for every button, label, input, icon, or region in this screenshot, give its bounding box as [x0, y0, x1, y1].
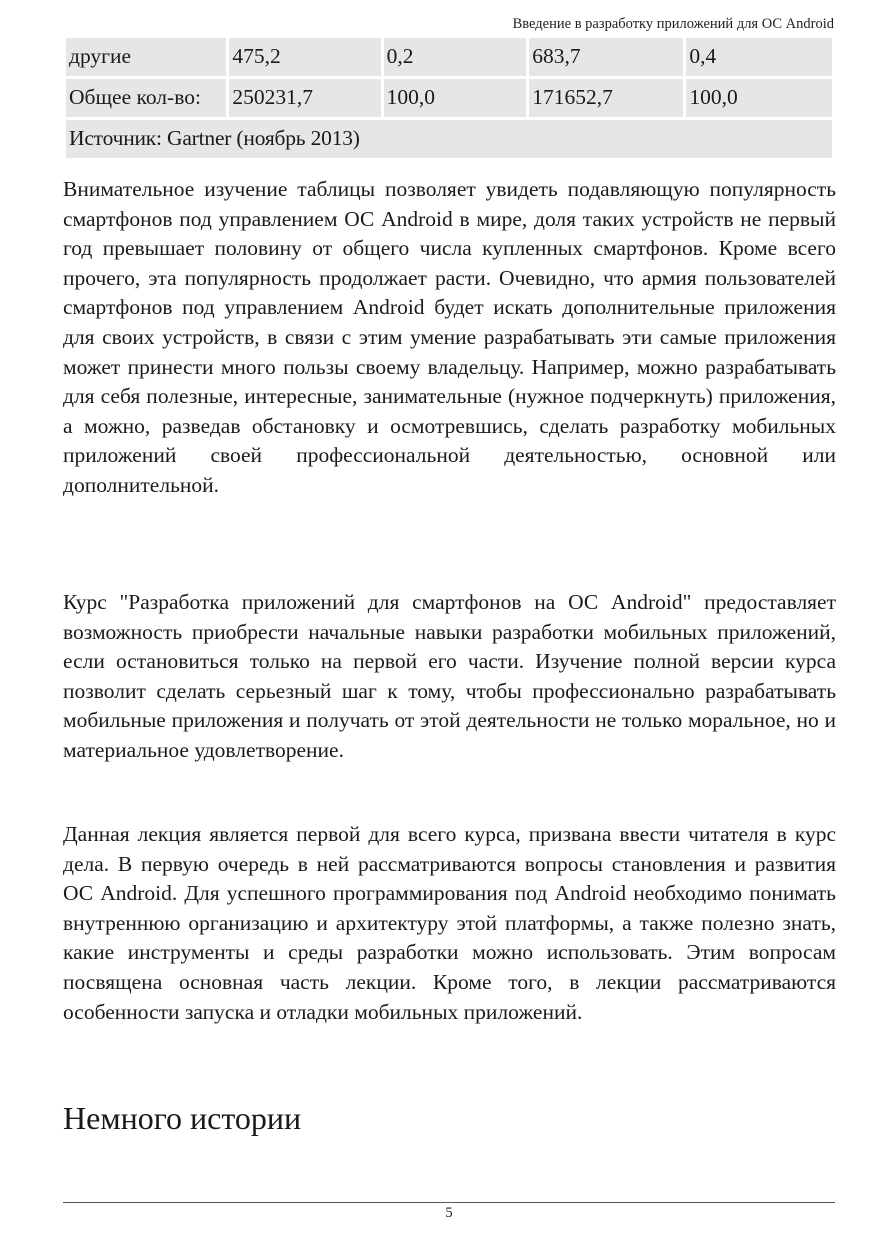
footer-divider [63, 1202, 835, 1203]
table-row [66, 38, 832, 76]
table-cell: 171652,7 [529, 79, 683, 117]
table-cell: Общее кол-во: [66, 79, 226, 117]
table-cell: 250231,7 [229, 79, 380, 117]
body-paragraph: Данная лекция является первой для всего курса, призвана ввести читателя в курс дела. В первую очередь в ней рассматриваются вопросы становления и развития ОС Android. Для успешного программирования под Android необходимо понимать внутреннюю организацию и архитектуру этой платформы, а также полезно знать, какие инструменты и среды разработки можно использовать. Этим вопросам посвящена основная часть лекции. Кроме того, в лекции рассматриваются особенности запуска и отладки мобильных приложений. [63, 822, 836, 1024]
market-share-table [63, 35, 835, 161]
section-heading: Немного истории [63, 1100, 302, 1136]
table-cell: 100,0 [686, 79, 832, 117]
table-cell: 100,0 [384, 79, 527, 117]
table-cell: 0,2 [384, 38, 527, 76]
page-number: 5 [445, 1205, 453, 1221]
table-cell: 683,7 [529, 38, 683, 76]
body-paragraph: Внимательное изучение таблицы позволяет увидеть подавляющую популярность смартфонов под управлением ОС Android в мире, доля таких устройств не первый год превышает половину от общего числа купленных смартфонов. Кроме всего прочего, эта популярность продолжает расти. Очевидно, что армия пользователей смартфонов под управлением Android будет искать дополнительные приложения для своих устройств, в связи с этим умение разрабатывать эти самые приложения может принести много пользы своему владельцу. Например, можно разрабатывать для себя полезные, интересные, занимательные (нужное подчеркнуть) приложения, а можно, разведав обстановку и осмотревшись, сделать разработку мобильных приложений своей профессиональной деятельностью, основной или дополнительной. [63, 177, 836, 497]
table-source-row [66, 120, 832, 158]
table-source-note: Источник: Gartner (ноябрь 2013) [66, 120, 832, 158]
table-cell: 0,4 [686, 38, 832, 76]
body-paragraph: Курс "Разработка приложений для смартфонов на ОС Android" предоставляет возможность приобрести начальные навыки разработки мобильных приложений, если остановиться только на первой его части. Изучение полной версии курса позволит сделать серьезный шаг к тому, чтобы профессионально разрабатывать мобильные приложения и получать от этой деятельности не только моральное, но и материальное удовлетворение. [63, 590, 836, 762]
table-row [66, 79, 832, 117]
table-cell: другие [66, 38, 226, 76]
table-cell: 475,2 [229, 38, 380, 76]
running-header: Введение в разработку приложений для ОС Android [512, 16, 834, 32]
